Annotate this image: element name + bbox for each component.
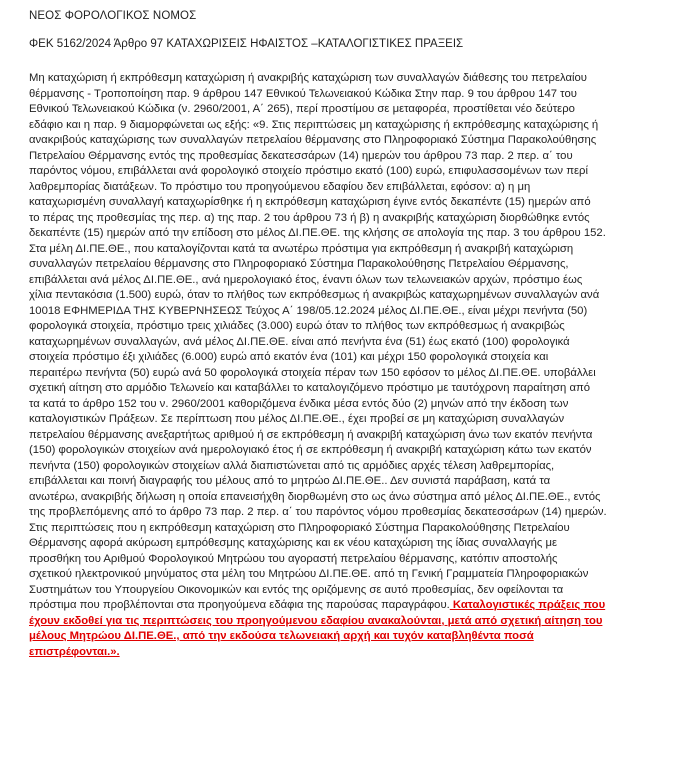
body-line: συναλλαγών πετρελαίου θέρμανσης στο Πληροφοριακό Σύστημα Παρακολούθησης Πετρελαίου Θέρμανσης,	[29, 258, 569, 270]
body-line: το πέρας της προθεσμίας της περ. α) της παρ. 2 του άρθρου 73 ή β) η ανακριβής καταχώριση διορθώθηκε εντός	[29, 211, 590, 224]
body-line: καταχωρημένων συναλλαγών, ανά μέλος ΔΙ.ΠΕ.ΘΕ. είναι από πενήντα ένα (51) έως εκατό (100) φορολογικά	[29, 335, 570, 348]
body-line: σχετική αίτηση στο αρμόδιο Τελωνείο και καταβάλλει το καταλογιζόμενο πρόστιμο με ταυτόχρονη παραίτηση από	[29, 382, 591, 394]
highlighted-line: έχουν εκδοθεί για τις περιπτώσεις του προηγούμενου εδαφίου ανακαλούνται, μετά από σχετική αίτηση του	[29, 614, 603, 627]
body-line: Εθνικού Τελωνειακού Κώδικα (ν. 2960/2001, Α΄ 265), περί προστίμου σε μεταφορέα, προστίθεται νέο δεύτερο	[29, 103, 575, 115]
body-line: στοιχεία πρόστιμο έξι χιλιάδες (6.000) ευρώ από εκατόν ένα (101) και μέχρι 150 φορολογικά στοιχεία και	[29, 351, 549, 363]
body-line: περαιτέρω πενήντα (50) ευρώ ανά 50 φορολογικά στοιχεία πέραν των 150 εφόσον το μέλος ΔΙ.ΠΕ.ΘΕ. υποβάλλει	[29, 366, 596, 379]
body-line: προσθήκη του Αριθμού Φορολογικού Μητρώου του αγοραστή πετρελαίου θέρμανσης, κατόπιν αποστολής	[29, 552, 558, 565]
body-line: Στα μέλη ΔΙ.ΠΕ.ΘΕ., που καταλογίζονται κατά τα ανωτέρω πρόστιμα για εκπρόθεσμη ή ανακριβή καταχώριση	[29, 242, 574, 255]
highlighted-line: επιστρέφονται.».	[29, 645, 120, 658]
highlighted-line: μέλους Μητρώου ΔΙ.ΠΕ.ΘΕ., από την εκδούσα τελωνειακή αρχή και τυχόν καταβληθέντα ποσά	[29, 630, 534, 642]
body-line: φορολογικά στοιχεία, πρόστιμο τρεις χιλιάδες (3.000) ευρώ όταν το πλήθος των εκπρόθεσμως ή ανακριβώς	[29, 320, 565, 332]
body-line: (150) φορολογικών στοιχείων ανά ημερολογιακό έτος ή σε εκπρόθεσμη ή ανακριβή καταχώριση κάτω των εκατόν	[29, 444, 592, 456]
body-line: τα κατά το άρθρο 152 του ν. 2960/2001 καθοριζόμενα ένδικα μέσα εντός δύο (2) μηνών από την έκδοση των	[29, 397, 569, 410]
document-subtitle: ΦΕΚ 5162/2024 Άρθρο 97 ΚΑΤΑΧΩΡΙΣΕΙΣ ΗΦΑΙΣΤΟΣ –ΚΑΤΑΛΟΓΙΣΤΙΚΕΣ ΠΡΑΞΕΙΣ	[29, 38, 464, 50]
body-line: Μη καταχώριση ή εκπρόθεσμη καταχώριση ή ανακριβής καταχώριση των συναλλαγών διάθεσης του πετρελαίου	[29, 72, 587, 84]
body-line: λαθρεμπορίας διατάξεων. Το πρόστιμο του προηγούμενου εδαφίου δεν επιβάλλεται, εφόσον: α) η μη	[29, 180, 531, 193]
document-body	[29, 71, 671, 660]
body-line: σχετικού ηλεκτρονικού μηνύματος στα μέλη του Μητρώου ΔΙ.ΠΕ.ΘΕ. από τη Γενική Γραμματεία Πληροφοριακών	[29, 568, 589, 580]
body-line: παρόντος νόμου, επιβάλλεται ανά φορολογικό στοιχείο πρόστιμο εκατό (100) ευρώ, επιφυλασσομένων των περί	[29, 165, 588, 177]
body-line: επιβάλλεται ανά μέλος ΔΙ.ΠΕ.ΘΕ., ανά ημερολογιακό έτος, έναντι όλων των τελωνειακών αρχών, πρόστιμο έως	[29, 273, 583, 286]
body-line: ανακριβούς καταχώρισης των συναλλαγών πετρελαίου θέρμανσης στο Πληροφοριακό Σύστημα Παρακολούθησης	[29, 134, 597, 146]
body-line: Συστημάτων του Υπουργείου Οικονομικών και εντός της οριζόμενης σε αυτό προθεσμίας, δεν οφείλονται τα	[29, 583, 564, 596]
body-line: θέρμανσης - Τροποποίηση παρ. 9 άρθρου 147 Εθνικού Τελωνειακού Κώδικα Στην παρ. 9 του άρθρου 147 του	[29, 87, 577, 100]
body-line: χίλια πεντακόσια (1.500) ευρώ, όταν το πλήθος των εκπρόθεσμως ή ανακριβώς καταχωρημένων συναλλαγών ανά	[29, 289, 600, 301]
body-line: Στις περιπτώσεις που η εκπρόθεσμη καταχώριση στο Πληροφοριακό Σύστημα Παρακολούθησης Πετρελαίου	[29, 521, 570, 534]
body-line-mixed	[29, 598, 671, 614]
body-line: της προβλεπόμενης από το άρθρο 73 παρ. 2 περ. α΄ του παρόντος νόμου προθεσμίας δεκατεσσάρων (14) ημερών.	[29, 506, 607, 518]
body-line: 10018 ΕΦΗΜΕΡΙΔΑ ΤΗΣ ΚΥΒΕΡΝΗΣΕΩΣ Τεύχος Α΄ 198/05.12.2024 μέλος ΔΙ.ΠΕ.ΘΕ., είναι μέχρι πενήντα (50)	[29, 304, 588, 317]
body-line: ανωτέρω, ανακριβής δήλωση η οποία επανεισήχθη διορθωμένη στο ως άνω σύστημα από μέλος ΔΙ.ΠΕ.ΘΕ., εντός	[29, 490, 601, 503]
body-line: πενήντα (150) φορολογικών στοιχείων αλλά διαπιστώνεται από τις αρμόδιες αρχές τέλεση λαθρεμπορίας,	[29, 459, 555, 472]
highlighted-text: Καταλογιστικές πράξεις που	[449, 599, 606, 611]
body-line: καταχωρισμένη συναλλαγή καταχωρίσθηκε ή η εκπρόθεσμη καταχώριση έγινε εντός δεκαπέντε (15) ημερών από	[29, 196, 591, 208]
body-line-plain-part: πρόστιμα που προβλέπονται στα προηγούμενα εδάφια της παρούσας παραγράφου.	[29, 599, 450, 611]
body-line: δεκαπέντε (15) ημερών από την επίδοση στο μέλος ΔΙ.ΠΕ.ΘΕ. της κλήσης σε απολογία της παρ. 3 του άρθρου 152.	[29, 227, 606, 239]
body-line: Θέρμανσης αφορά ακύρωση εμπρόθεσμης καταχώρισης και εκ νέου καταχώριση της ίδιας συναλλαγής με	[29, 537, 558, 549]
document-title: ΝΕΟΣ ΦΟΡΟΛΟΓΙΚΟΣ ΝΟΜΟΣ	[29, 10, 197, 22]
body-line: εδάφιο και η παρ. 9 διαμορφώνεται ως εξής: «9. Στις περιπτώσεις μη καταχώρισης ή εκπρόθεσμης καταχώρισης ή	[29, 118, 599, 131]
body-line: επιβάλλεται και ποινή διαγραφής του μέλους από το μητρώο ΔΙ.ΠΕ.ΘΕ.. Δεν συνιστά παράβαση, κατά τα	[29, 475, 551, 487]
body-line: Πετρελαίου Θέρμανσης εντός της προθεσμίας δεκατεσσάρων (14) ημερών του άρθρου 73 παρ. 2 περ. α΄ του	[29, 149, 573, 162]
body-line: πετρελαίου θέρμανσης ανεξαρτήτως αριθμού ή σε εκπρόθεσμη ή ανακριβή καταχώριση άνω των εκατόν πενήντα	[29, 428, 593, 441]
body-line: καταλογιστικών Πράξεων. Σε περίπτωση που μέλος ΔΙ.ΠΕ.ΘΕ., έχει προβεί σε μη καταχώριση συναλλαγών	[29, 413, 565, 425]
